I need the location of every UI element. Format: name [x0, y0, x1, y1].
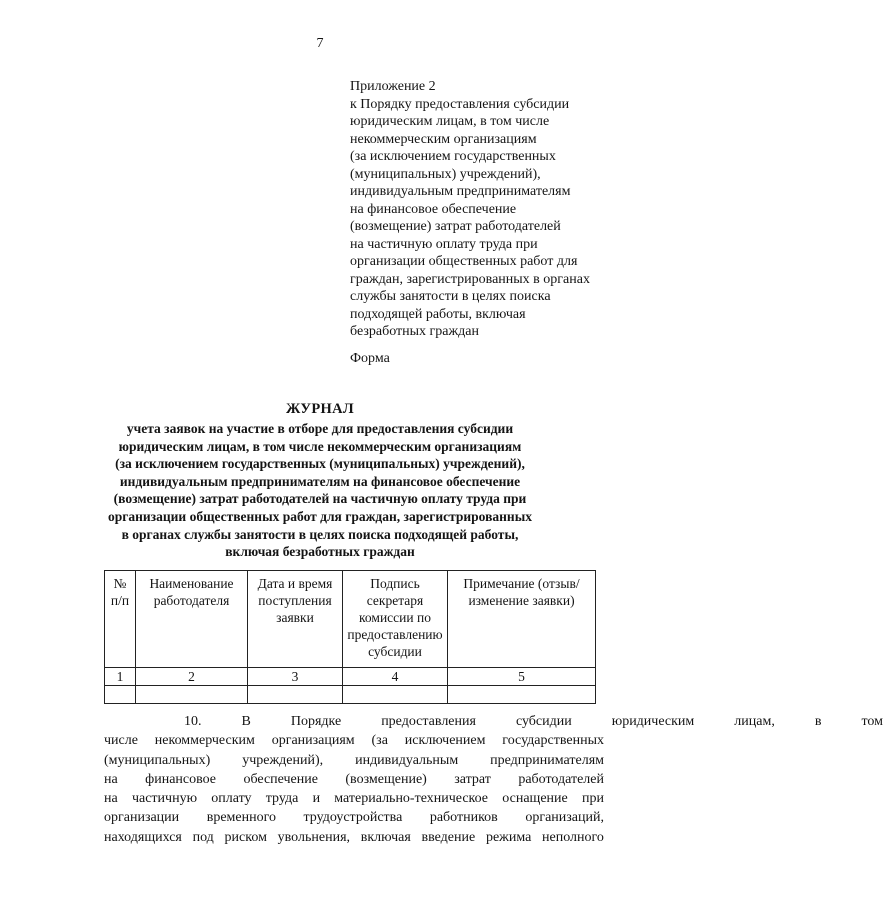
appendix-line: (муниципальных) учреждений),: [350, 166, 541, 182]
journal-subtitle-line: включая безработных граждан: [225, 544, 415, 560]
word: оснащение: [502, 791, 568, 807]
paragraph-line: [104, 828, 604, 847]
appendix-line: организации общественных работ для: [350, 254, 578, 269]
table-header-row: [105, 571, 596, 668]
word: учреждений),: [242, 752, 324, 768]
appendix-line: службы занятости в целях поиска: [350, 289, 551, 304]
word: трудоустройства: [303, 810, 403, 826]
column-number-cell: 2: [136, 668, 248, 686]
word: финансовое: [145, 771, 217, 787]
word: труда: [265, 791, 299, 807]
word: временного: [206, 810, 276, 826]
table-row: [105, 686, 596, 704]
appendix-line: подходящей работы, включая: [350, 306, 526, 322]
journal-subtitle: [60, 420, 580, 561]
word: 10.: [184, 714, 202, 729]
word: предпринимателям: [490, 752, 604, 768]
journal-subtitle-line: (за исключением государственных (муниципальных) учреждений),: [115, 456, 525, 472]
column-number-cell: 5: [448, 668, 596, 686]
form-label: Форма: [350, 351, 390, 366]
journal-subtitle-line: (возмещение) затрат работодателей на частичную оплату труда при: [113, 491, 527, 507]
word: предоставления: [381, 714, 476, 729]
appendix-line: на финансовое обеспечение: [350, 201, 517, 217]
appendix-line: (возмещение) затрат работодателей: [350, 219, 561, 234]
empty-cell: [448, 686, 596, 704]
appendix-header: [350, 78, 620, 341]
column-number-cell: 4: [343, 668, 448, 686]
table-row: [105, 668, 596, 686]
journal-subtitle-line: индивидуальным предпринимателям на финансовое обеспечение: [119, 473, 521, 489]
appendix-line: (за исключением государственных: [350, 149, 556, 164]
word: находящихся: [104, 829, 182, 845]
word: риском: [224, 829, 267, 845]
word: индивидуальным: [355, 752, 459, 768]
word: затрат: [454, 771, 491, 787]
journal-table: [104, 570, 596, 704]
word: государственных: [502, 733, 604, 749]
header-note: Примечание (отзыв/изменение заявки): [448, 571, 596, 668]
appendix-line: безработных граждан: [350, 324, 479, 339]
paragraph-line: [104, 789, 604, 808]
paragraph-line: [104, 731, 604, 750]
empty-cell: [248, 686, 343, 704]
word: (муниципальных): [104, 752, 211, 768]
word: организаций,: [525, 810, 604, 826]
word: работников: [429, 810, 498, 826]
word: В: [241, 714, 251, 729]
column-number-cell: 1: [105, 668, 136, 686]
word: при: [581, 791, 604, 807]
word: материально-техническое: [334, 791, 489, 807]
word: юридическим: [611, 714, 695, 729]
word: (за: [371, 733, 388, 749]
appendix-line: к Порядку предоставления субсидии: [350, 96, 570, 112]
empty-cell: [136, 686, 248, 704]
word: на: [104, 771, 118, 787]
journal-title: ЖУРНАЛ: [286, 401, 354, 417]
header-employer-name: Наименование работодателя: [136, 571, 248, 668]
journal-subtitle-line: в органах службы занятости в целях поиска подходящей работы,: [121, 526, 519, 542]
word: некоммерческим: [154, 733, 255, 749]
journal-subtitle-line: организации общественных работ для граждан, зарегистрированных: [107, 508, 532, 524]
word: работодателей: [518, 771, 604, 787]
word: числе: [104, 733, 138, 749]
paragraph-line: [104, 808, 604, 827]
paragraph-line: [104, 712, 883, 731]
paragraph-line: [104, 751, 604, 770]
word: включая: [360, 829, 411, 845]
word: обеспечение: [243, 771, 318, 787]
word: организации: [104, 810, 180, 826]
word: исключением: [404, 733, 486, 749]
appendix-line: граждан, зарегистрированных в органах: [350, 271, 590, 287]
header-number: № п/п: [105, 571, 136, 668]
header-secretary-signature: Подпись секретаря комиссии по предоставлению субсидии: [343, 571, 448, 668]
word: Порядке: [290, 714, 342, 729]
word: лицам,: [734, 714, 775, 729]
word: том: [861, 714, 883, 729]
empty-cell: [343, 686, 448, 704]
word: режима: [485, 829, 532, 845]
appendix-line: индивидуальным предпринимателям: [350, 184, 571, 199]
column-number-cell: 3: [248, 668, 343, 686]
journal-subtitle-line: учета заявок на участие в отборе для предоставления субсидии: [126, 421, 514, 436]
word: в: [814, 714, 822, 729]
word: неполного: [542, 829, 604, 845]
word: частичную: [131, 791, 198, 807]
page-number: 7: [316, 36, 324, 51]
paragraph-line: [104, 770, 604, 789]
word: субсидии: [515, 714, 572, 729]
journal-subtitle-line: юридическим лицам, в том числе некоммерческим организациям: [118, 438, 522, 454]
word: введение: [421, 829, 476, 845]
word: организациям: [271, 733, 355, 749]
appendix-line: некоммерческим организациям: [350, 131, 537, 147]
word: на: [104, 791, 118, 807]
word: и: [312, 791, 321, 807]
paragraph-10: [104, 712, 883, 847]
appendix-line: Приложение 2: [350, 79, 436, 94]
appendix-line: на частичную оплату труда при: [350, 236, 538, 252]
word: увольнения,: [277, 829, 351, 845]
word: (возмещение): [345, 771, 427, 787]
word: под: [192, 829, 214, 845]
empty-cell: [105, 686, 136, 704]
word: оплату: [211, 791, 252, 807]
header-date-time: Дата и время поступления заявки: [248, 571, 343, 668]
appendix-line: юридическим лицам, в том числе: [350, 114, 550, 129]
